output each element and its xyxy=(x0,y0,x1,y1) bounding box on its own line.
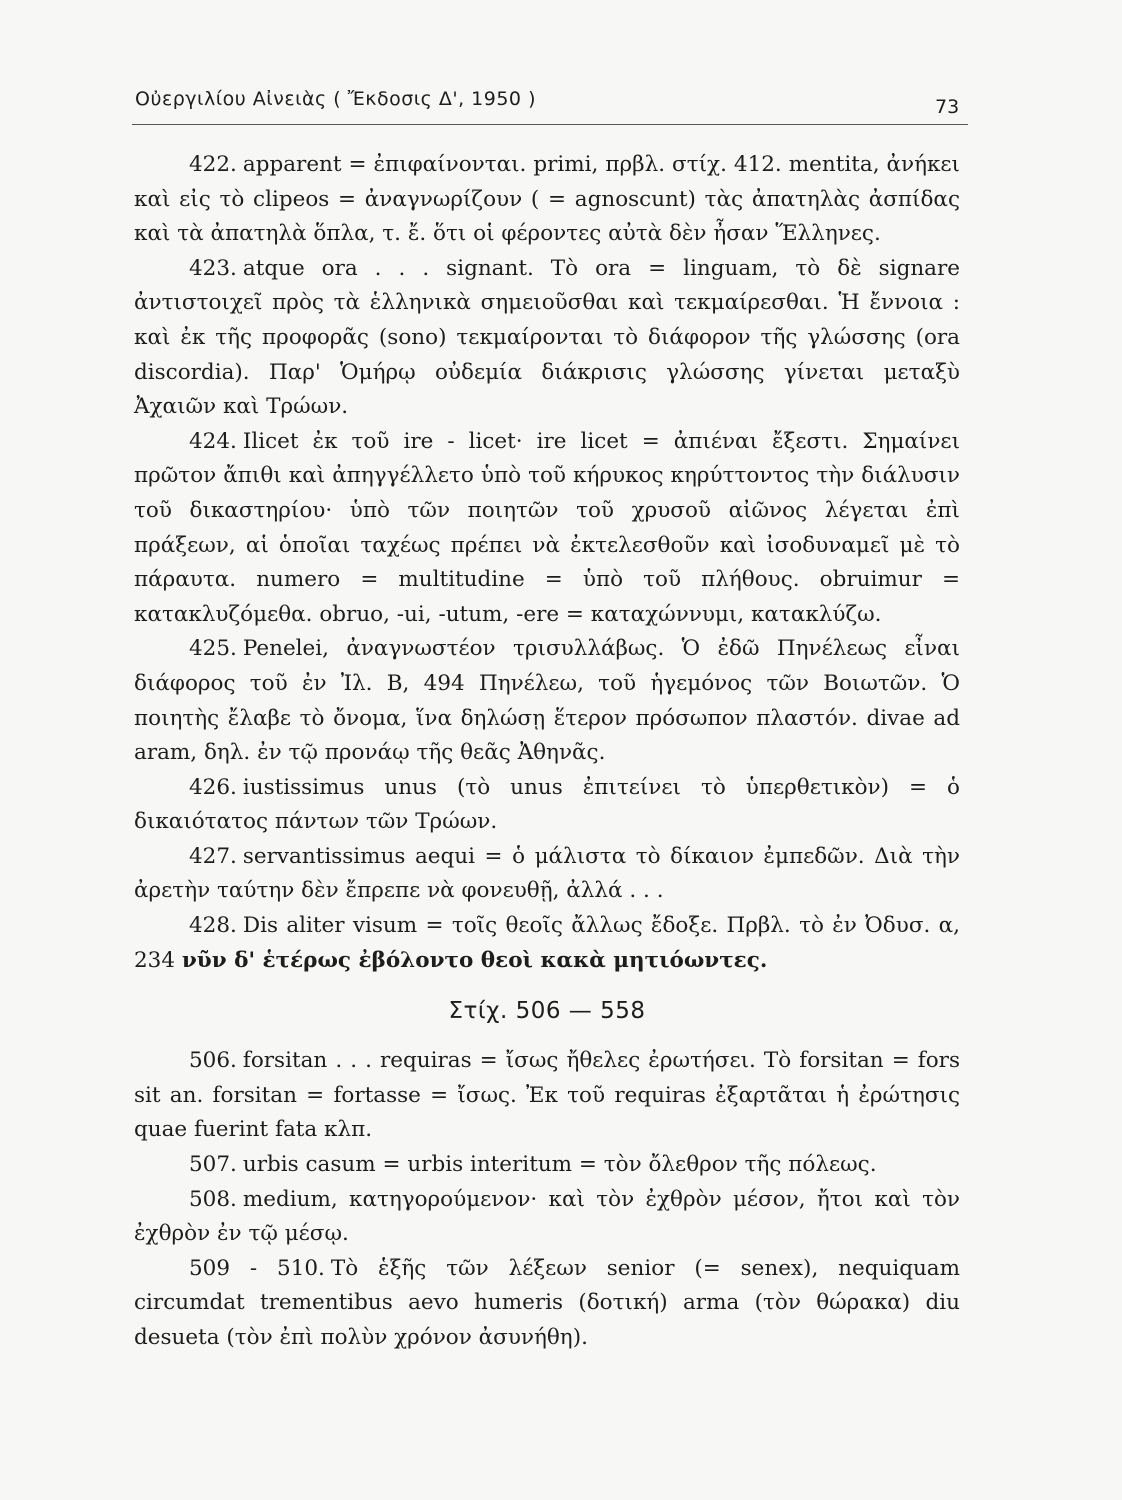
note-number: 425. xyxy=(189,636,237,662)
note-number: 426. xyxy=(189,774,237,800)
note-text: iustissimus unus (τὸ unus ἐπιτείνει τὸ ὑπερθετικὸν) = ὁ δικαιότατος πάντων τῶν Τρώων. xyxy=(134,774,960,835)
note-425 xyxy=(134,632,960,770)
header-rule xyxy=(132,124,968,125)
note-number: 427. xyxy=(189,843,237,869)
note-number: 509 - 510. xyxy=(189,1255,325,1281)
homer-quote: νῦν δ' ἑτέρως ἐβόλοντο θεοὶ κακὰ μητιόωντες. xyxy=(181,947,768,973)
commentary-body xyxy=(134,148,960,1356)
note-number: 508. xyxy=(189,1186,237,1212)
note-text: servantissimus aequi = ὁ μάλιστα τὸ δίκαιον ἐμπεδῶν. Διὰ τὴν ἀρετὴν ταύτην δὲν ἔπρεπε νὰ φονευθῇ, ἀλλά . . . xyxy=(134,843,960,904)
section-heading: Στίχ. 506 — 558 xyxy=(448,998,646,1025)
note-text: Τὸ ἑξῆς τῶν λέξεων senior (= senex), nequiquam circumdat trementibus aevo humeris (δοτική) arma (τὸν θώρακα) diu desueta (τὸν ἐπὶ πολὺν χρόνον ἀσυνήθη). xyxy=(134,1255,961,1350)
note-number: 506. xyxy=(189,1048,237,1074)
note-424 xyxy=(134,425,960,633)
note-number: 423. xyxy=(189,255,237,281)
note-text: medium, κατηγορούμενον· καὶ τὸν ἐχθρὸν μέσον, ἤτοι καὶ τὸν ἐχθρὸν ἐν τῷ μέσῳ. xyxy=(134,1186,960,1247)
note-507 xyxy=(134,1148,960,1183)
note-text: urbis casum = urbis interitum = τὸν ὄλεθρον τῆς πόλεως. xyxy=(242,1152,877,1178)
page-number: 73 xyxy=(935,96,960,118)
running-title: Οὐεργιλίου Αἰνειὰς ( Ἔκδοσις Δ', 1950 ) xyxy=(135,88,536,110)
note-text: apparent = ἐπιφαίνονται. primi, πρβλ. στίχ. 412. mentita, ἀνήκει καὶ εἰς τὸ clipeos = ἀναγνωρίζουν ( = agnoscunt) τὰς ἀπατηλὰς ἀσπίδας καὶ τὰ ἀπατηλὰ ὅπλα, τ. ἔ. ὅτι οἱ φέροντες αὐτὰ δὲν ἦσαν Ἕλληνες. xyxy=(134,152,960,247)
note-426 xyxy=(134,771,960,840)
note-506 xyxy=(134,1044,960,1148)
note-509-510 xyxy=(134,1252,960,1356)
note-number: 428. xyxy=(189,913,237,939)
note-427 xyxy=(134,840,960,909)
note-text: Dis aliter visum = τοῖς θεοῖς ἄλλως ἔδοξε. Πρβλ. τὸ ἐν Ὀδυσ. α, 234 xyxy=(134,913,960,973)
note-text: Ilicet ἐκ τοῦ ire - licet· ire licet = ἀπιέναι ἔξεστι. Σημαίνει πρῶτον ἄπιθι καὶ ἀπηγγέλλετο ὑπὸ τοῦ κήρυκος κηρύττοντος τὴν διάλυσιν τοῦ δικαστηρίου· ὑπὸ τῶν ποιητῶν τοῦ χρυσοῦ αἰῶνος λέγεται ἐπὶ πράξεων, αἱ ὁποῖαι ταχέως πρέπει νὰ ἐκτελεσθοῦν καὶ ἰσοδυναμεῖ μὲ τὸ πάραυτα. numero = multitudine = ὑπὸ τοῦ πλήθους. obruimur = κατακλυζόμεθα. obruo, -ui, -utum, -ere = καταχώννυμι, κατακλύζω. xyxy=(134,428,960,627)
note-number: 424. xyxy=(189,428,237,454)
note-text: Penelei, ἀναγνωστέον τρισυλλάβως. Ὁ ἐδῶ Πηνέλεως εἶναι διάφορος τοῦ ἐν Ἰλ. Β, 494 Πηνέλεω, τοῦ ἡγεμόνος τῶν Βοιωτῶν. Ὁ ποιητὴς ἔλαβε τὸ ὄνομα, ἵνα δηλώσῃ ἕτερον πρόσωπον πλαστόν. divae ad aram, δηλ. ἐν τῷ προνάῳ τῆς θεᾶς Ἀθηνᾶς. xyxy=(134,636,960,766)
note-423 xyxy=(134,252,960,425)
note-422 xyxy=(134,148,960,252)
note-number: 422. xyxy=(189,152,237,177)
note-text: atque ora . . . signant. Τὸ ora = linguam, τὸ δὲ signare ἀντιστοιχεῖ πρὸς τὰ ἑλληνικὰ σημειοῦσθαι καὶ τεκμαίρεσθαι. Ἡ ἔννοια : καὶ ἐκ τῆς προφορᾶς (sono) τεκμαίρονται τὸ διάφορον τῆς γλώσσης (ora discordia). Παρ' Ὁμήρῳ οὐδεμία διάκρισις γλώσσης γίνεται μεταξὺ Ἀχαιῶν καὶ Τρώων. xyxy=(134,255,960,420)
note-text: forsitan . . . requiras = ἴσως ἤθελες ἐρωτήσει. Τὸ forsitan = fors sit an. forsitan = fortasse = ἴσως. Ἐκ τοῦ requiras ἐξαρτᾶται ἡ ἐρώτησις quae fuerint fata κλπ. xyxy=(134,1048,960,1143)
note-number: 507. xyxy=(189,1152,237,1178)
note-508 xyxy=(134,1183,960,1252)
note-428 xyxy=(134,909,960,978)
